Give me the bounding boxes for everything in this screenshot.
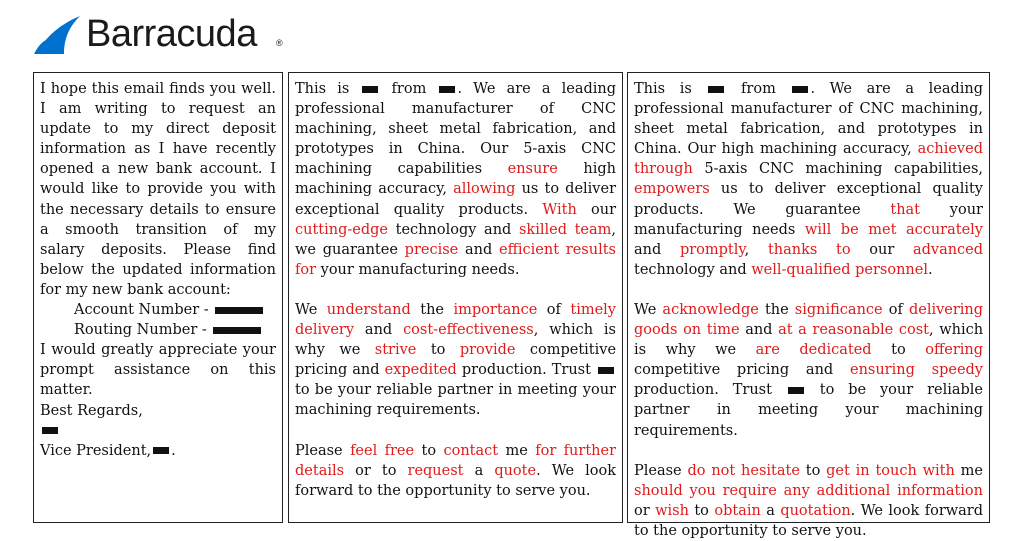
highlighted-word: well-qualified personnel <box>751 261 928 278</box>
redaction-bar <box>215 307 263 314</box>
highlighted-word: wish <box>655 502 689 519</box>
redaction-bar <box>362 86 378 93</box>
text-span: us to deliver exceptional quality products. We guarantee <box>634 181 984 218</box>
highlighted-word: With <box>542 201 577 218</box>
text-span: me <box>960 462 984 479</box>
highlighted-word: strive <box>374 342 417 359</box>
text-span: our <box>591 201 616 218</box>
text-span: and <box>364 322 393 339</box>
highlighted-word: feel free <box>350 442 415 459</box>
paragraph-value <box>295 300 616 421</box>
highlighted-word: request <box>407 462 464 479</box>
text-span: and <box>634 241 662 258</box>
highlighted-word: achieved through <box>634 141 983 178</box>
redaction-bar <box>153 447 169 454</box>
highlighted-word: thanks to <box>767 241 851 258</box>
highlighted-word: precise <box>404 241 459 258</box>
highlighted-word: at a reasonable cost <box>778 322 929 339</box>
highlighted-word: advanced <box>912 241 984 258</box>
registered-mark: ® <box>276 38 283 48</box>
sender-title: Vice President, <box>40 442 152 459</box>
text-span: production. Trust <box>634 382 772 399</box>
highlighted-word: significance <box>794 301 883 318</box>
text-span: . <box>927 261 933 278</box>
text-span: , we guarantee <box>295 221 617 258</box>
text-span: from <box>741 81 776 97</box>
highlighted-word: acknowledge <box>662 301 759 318</box>
highlighted-word: allowing <box>453 181 516 198</box>
text-span: your manufacturing needs <box>634 201 983 238</box>
text-span: We <box>634 301 657 318</box>
text-span: technology and <box>634 261 747 278</box>
highlighted-word: contact <box>443 442 499 459</box>
highlighted-word: ensure <box>507 161 558 178</box>
text-span: and <box>745 322 773 339</box>
highlighted-word: delivering goods on time <box>634 301 984 339</box>
text-span: . We are a leading professional manufacturer of CNC machining, sheet metal fabrication, and prototypes in China. Our 5-axis CNC machining capabilities <box>295 81 617 178</box>
text-span: to <box>891 342 906 359</box>
text-span: to be your reliable partner in meeting your machining requirements. <box>634 382 983 439</box>
redaction-bar <box>598 367 614 374</box>
sender-title-line <box>40 441 276 461</box>
text-span: or <box>634 502 650 519</box>
highlighted-word: empowers <box>634 181 710 198</box>
text-span: Please <box>295 442 343 459</box>
highlighted-word: do not hesitate <box>687 462 800 479</box>
email-signoff: Best Regards, <box>40 402 143 419</box>
text-span: Please <box>634 462 682 479</box>
account-number-line <box>40 300 276 320</box>
redaction-bar <box>788 387 804 394</box>
email-body: I hope this email finds you well. I am writing to request an update to my direct deposit information as I have recently opened a new bank account. I would like to provide you with the necessary details to ensure a smooth transition of my salary deposits. Please find below the updated information for my new bank account: <box>40 81 276 298</box>
email-panel-variant-a <box>288 72 623 523</box>
highlighted-word: expedited <box>384 362 457 379</box>
routing-number-line <box>40 320 276 340</box>
text-span: or to <box>355 462 397 479</box>
paragraph-intro <box>634 79 983 280</box>
barracuda-fin-icon <box>34 14 82 54</box>
routing-number-label: Routing Number - <box>74 322 207 339</box>
highlighted-word: cost-effectiveness <box>403 322 534 339</box>
barracuda-logo <box>34 12 294 56</box>
highlighted-word: efficient results for <box>295 241 616 278</box>
highlighted-word: skilled team <box>518 221 612 238</box>
text-span: to <box>805 462 821 479</box>
text-span: 5-axis CNC machining capabilities, <box>704 161 983 178</box>
text-span: to <box>430 342 446 359</box>
highlighted-word: obtain <box>714 502 761 519</box>
text-span: of <box>546 301 561 318</box>
highlighted-word: understand <box>326 301 411 318</box>
text-span: This is <box>295 81 350 97</box>
email-closing: I would greatly appreciate your prompt assistance on this matter. <box>40 342 276 399</box>
text-span: . We look forward to the opportunity to serve you. <box>295 462 617 499</box>
account-number-label: Account Number - <box>74 302 209 319</box>
highlighted-word: offering <box>925 342 984 359</box>
redaction-bar <box>439 86 455 93</box>
redaction-bar <box>213 327 261 334</box>
highlighted-word: ensuring speedy <box>849 362 984 379</box>
highlighted-word: that <box>890 201 921 218</box>
highlighted-word: for further details <box>295 442 616 479</box>
text-span: production. Trust <box>461 362 591 379</box>
text-span: us to deliver exceptional quality products. <box>295 181 617 218</box>
text-span: from <box>391 81 427 97</box>
text-span: your manufacturing needs. <box>320 261 520 278</box>
text-span: high machining accuracy, <box>295 161 617 198</box>
paragraph-contact <box>295 441 616 501</box>
text-span: a <box>766 502 775 519</box>
text-span: , <box>744 241 750 258</box>
highlighted-word: provide <box>459 342 516 359</box>
text-span: technology and <box>395 221 512 238</box>
highlighted-word: get in touch with <box>826 462 955 479</box>
email-panel-original <box>33 72 283 523</box>
redaction-bar <box>792 86 808 93</box>
highlighted-word: quotation <box>780 502 851 519</box>
text-span: a <box>474 462 484 479</box>
redaction-bar <box>42 427 58 434</box>
text-span: . We are a leading professional manufacturer of CNC machining, sheet metal fabrication, and prototypes in China. Our high machining accuracy, <box>634 81 984 158</box>
text-span: We <box>295 301 318 318</box>
paragraph-intro <box>295 79 616 280</box>
highlighted-word: timely delivery <box>295 301 616 339</box>
highlighted-word: are dedicated <box>755 342 872 359</box>
paragraph-contact <box>634 461 983 541</box>
text-span: the <box>420 301 445 318</box>
text-span: of <box>888 301 903 318</box>
text-span: the <box>764 301 789 318</box>
text-span: to <box>694 502 709 519</box>
text-span: This is <box>634 81 692 97</box>
text-span: our <box>869 241 895 258</box>
signature-redaction <box>40 421 276 441</box>
text-span: , which is why we <box>634 322 984 359</box>
highlighted-word: will be met accurately <box>804 221 983 238</box>
highlighted-word: promptly <box>679 241 745 258</box>
text-span: and <box>465 241 493 258</box>
text-span: to <box>421 442 437 459</box>
paragraph-value <box>634 300 983 441</box>
redaction-bar <box>708 86 724 93</box>
email-panel-variant-b <box>627 72 990 539</box>
highlighted-word: quote <box>494 462 537 479</box>
text-span: to be your reliable partner in meeting your machining requirements. <box>295 382 616 419</box>
highlighted-word: should you require any additional information <box>634 482 983 499</box>
brand-wordmark: Barracuda <box>86 13 257 55</box>
text-span: , which is why we <box>295 322 616 359</box>
highlighted-word: cutting-edge <box>295 221 388 238</box>
text-span: me <box>505 442 528 459</box>
sender-title-end: . <box>171 442 176 459</box>
text-span: competitive pricing and <box>634 362 834 379</box>
highlighted-word: importance <box>453 301 538 318</box>
text-span: competitive pricing and <box>295 342 617 379</box>
text-span: . We look forward to the opportunity to serve you. <box>634 502 984 539</box>
